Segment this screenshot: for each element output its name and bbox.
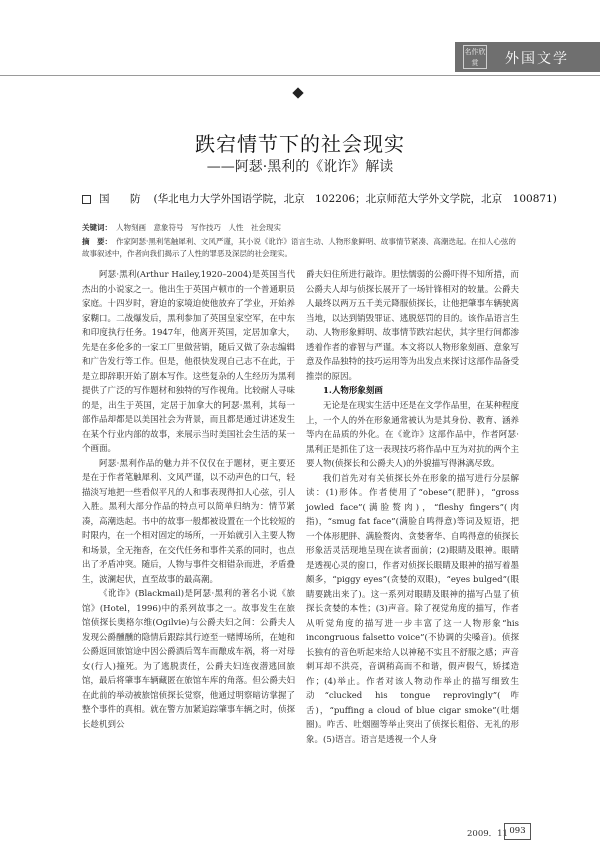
abstract-text: 作家阿瑟·黑利笔触犀利、文风严谨，其小说《讹诈》语言生动、人物形象鲜明、故事情节紧凑、高潮迭起。在扣人心弦的故事叙述中，作者向我们揭示了人性的罪恶及深层的社会现实。: [82, 237, 516, 258]
abstract: [82, 236, 522, 260]
paragraph: 《讹诈》(Blackmail)是阿瑟·黑利的著名小说《旅馆》(Hotel，1996)中的系列故事之一。故事发生在旅馆侦探长奥格尔维(Ogilvie)与公爵夫妇之间：公爵夫人发现公爵醺醺的隐情后跟踪其行迹至一赌博场所，在她和公爵返回旅馆途中因公爵酒后驾车而酿成车祸，将一对母女(行人)撞死。为了逃脱责任，公爵夫妇连夜潜逃回旅馆，最后将肇事车辆藏匿在旅馆车库的角落。但公爵夫妇在此前的举动被旅馆侦探长觉察，他通过明察暗访掌握了整个事件的真相。就在警方加紧追踪肇事车辆之时，侦探长趁机到公: [82, 589, 295, 730]
paragraph: 爵夫妇住所进行敲诈。胆怯懦弱的公爵吓得不知所措，而公爵夫人却与侦探长展开了一场针锋相对的较量。公爵夫人最终以两万五千美元降服侦探长，让他把肇事车辆驶离当地，以达到销毁罪证、逃脱惩罚的目的。该作品语言生动、人物形象鲜明、故事情节跌宕起伏，其字里行间都渗透着作者的睿智与严谨。本文将以人物形象刻画、意象写意及作品独特的技巧运用等为出发点来探讨这部作品备受推崇的原因。: [306, 270, 519, 382]
left-column: [82, 268, 295, 732]
page-number: 093: [504, 823, 531, 840]
header-rule: [0, 75, 600, 76]
paragraph: 我们首先对有关侦探长外在形象的描写进行分层解读：(1)形体。作者使用了“obese”(肥胖)，“gross jowled face”(满脸赘肉)，“fleshy fingers”(肉指)，“smug fat face”(满脸自鸣得意)等词及短语，把一个体形肥胖、满脸赘肉、贪婪奢华、自鸣得意的侦探长形象活灵活现地呈现在读者面前；(2)眼睛及眼神。眼睛是透视心灵的窗口，作者对侦探长眼睛及眼神的描写着墨颇多，“piggy eyes”(贪婪的双眼)，“eyes bulged”(眼睛要跳出来了)。这一系列对眼睛及眼神的描写凸显了侦探长贪婪的本性；(3)声音。除了视觉角度的描写，作者从听觉角度的描写进一步丰富了这一人物形象“his incongruous falsetto voice”(不协调的尖嗓音)。侦探长独有的音色听起来给人以神秘不实且不舒服之感；声音刺耳却不洪亮，音调稍高而不和谐，假声假气，矫揉造作；(4)举止。作者对该人物动作举止的描写细致生动“clucked his tongue reprovingly”(咋舌)，“puffing a cloud of blue cigar smoke”(吐烟圈)。咋舌、吐烟圈等举止突出了侦探长粗俗、无礼的形象。(5)语言。语言是透视一个人身: [306, 473, 519, 745]
author-name: 国 防: [99, 193, 146, 205]
keywords: [82, 222, 281, 233]
journal-logo: 名作欣赏: [463, 45, 487, 69]
right-column: [306, 268, 519, 747]
diamond-ornament-icon: [292, 87, 303, 98]
paragraph: 阿瑟·黑利(Arthur Hailey,1920–2004)是英国当代杰出的小说家之一。他出生于英国卢顿市的一个普通职员家庭。十四岁时，窘迫的家境迫使他放弃了学业，开始养家糊口。二战爆发后，黑利参加了英国皇家空军，在中东和印度执行任务。1947年，他离开英国，定居加拿大，先是在多伦多的一家工厂里做营销，随后又做了杂志编辑和广告发行等工作。但是，他很快发现自己志不在此，于是立即辞职开始了剧本写作。这些复杂的人生经历为黑利提供了广泛的写作题材和独特的写作视角。比较耐人寻味的是，出生于英国，定居于加拿大的阿瑟·黑利，其每一部作品却都是以美国社会为背景，而且都是通过讲述发生在某个行业内部的故事，来展示当时美国社会生活的某一个画面。: [82, 270, 295, 454]
article-title: 跌宕情节下的社会现实: [195, 132, 405, 156]
author-line: [82, 191, 557, 206]
keywords-label: 关键词：: [82, 223, 112, 232]
square-bullet-icon: [82, 195, 91, 204]
section-title: 外国文学: [505, 51, 569, 67]
section-heading: 1.人物形象刻画: [323, 386, 383, 396]
issue-date: 2009．11: [467, 829, 508, 839]
keywords-text: 人物刻画 意象符号 写作技巧 人性 社会现实: [116, 223, 281, 232]
paragraph: 无论是在现实生活中还是在文学作品里，在某种程度上，一个人的外在形象通常被认为是其身份、教育、涵养等内在品质的外化。在《讹诈》这部作品中，作者阿瑟·黑利正是抓住了这一表现技巧将作品中互为对抗的两个主要人物(侦探长和公爵夫人)的外貌描写得淋漓尽致。: [306, 401, 519, 469]
paragraph: 阿瑟·黑利作品的魅力并不仅仅在于题材，更主要还是在于作者笔触犀利、文风严谨，以不动声色的口气，轻描淡写地把一些看似平凡的人和事表现得扣人心弦，引人入胜。黑利大部分作品的特点可以简单归纳为：情节紧凑，高潮迭起。书中的故事一般都被设置在一个比较短的时限内，在一个相对固定的场所，一开始就引入主要人物和场景，全无拖沓，在交代任务和事件关系的同时，也点出了矛盾冲突。随后，人物与事件交相错杂而进，矛盾叠生，波澜起伏，直至故事的最高潮。: [82, 458, 295, 585]
abstract-label: 摘 要：: [82, 237, 112, 246]
article-subtitle: ——阿瑟·黑利的《讹诈》解读: [206, 159, 394, 175]
author-affiliation: (华北电力大学外国语学院，北京 102206；北京师范大学外文学院，北京 100871): [153, 193, 557, 205]
